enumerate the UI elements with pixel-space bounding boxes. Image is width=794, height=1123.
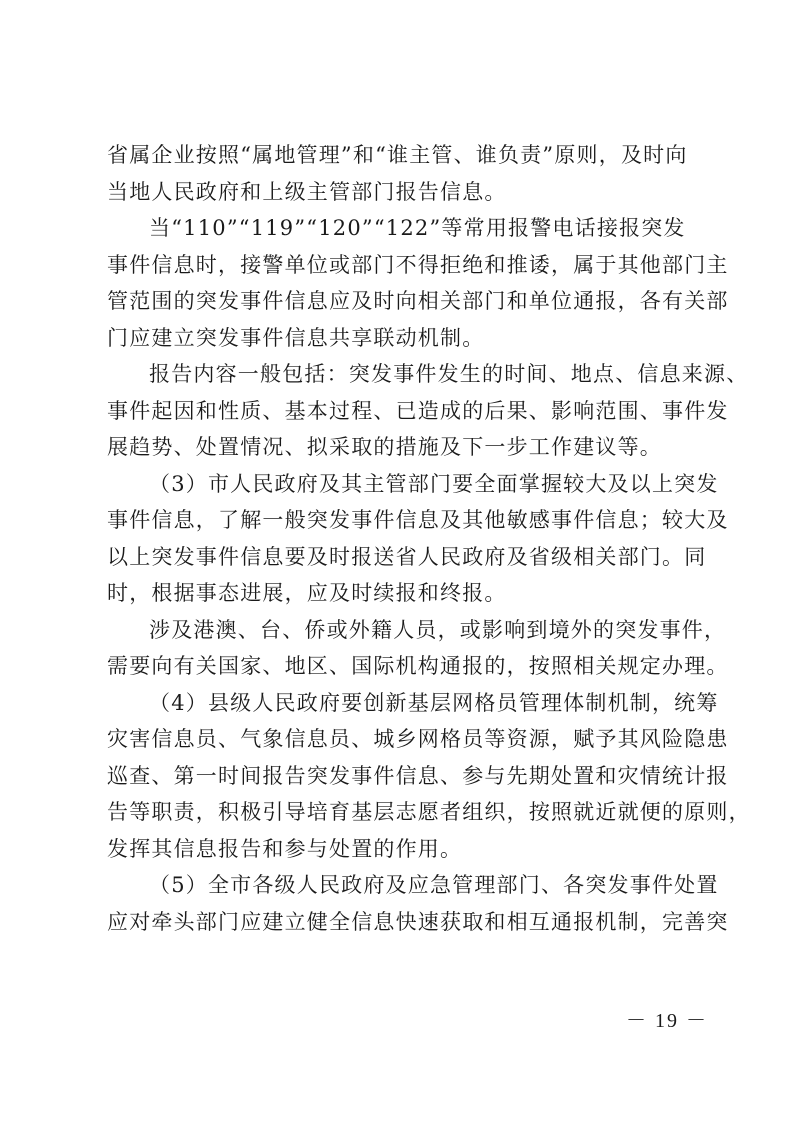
text-line: 门应建立突发事件信息共享联动机制。 [107,325,485,350]
page-number: － 19 － [626,1010,708,1032]
text-line: 涉及港澳、台、侨或外籍人员，或影响到境外的突发事件， [149,617,727,642]
document-body [107,137,751,940]
text-line: 灾害信息员、气象信息员、城乡网格员等资源，赋予其风险隐患 [107,727,729,751]
text-line: 当“110”“119”“120”“122”等常用报警电话接报突发 [149,216,686,240]
text-line: 事件起因和性质、基本过程、已造成的后果、影响范围、事件发 [107,398,729,423]
text-line: 管范围的突发事件信息应及时向相关部门和单位通报，各有关部 [107,289,729,313]
text-line: 以上突发事件信息要及时报送省人民政府及省级相关部门。同 [107,544,707,569]
text-line: 当地人民政府和上级主管部门报告信息。 [107,179,507,204]
text-line: 报告内容一般包括：突发事件发生的时间、地点、信息来源、 [149,362,749,386]
text-line: 告等职责，积极引导培育基层志愿者组织，按照就近就便的原则， [107,800,751,824]
text-line: （5）全市各级人民政府及应急管理部门、各突发事件处置 [149,873,719,897]
text-line: （4）县级人民政府要创新基层网格员管理体制机制，统筹 [149,690,719,715]
text-line: 发挥其信息报告和参与处置的作用。 [107,836,463,861]
text-line: 应对牵头部门应建立健全信息快速获取和相互通报机制，完善突 [107,909,729,934]
text-line: 巡查、第一时间报告突发事件信息、参与先期处置和灾情统计报 [107,763,729,788]
text-line: 需要向有关国家、地区、国际机构通报的，按照相关规定办理。 [107,654,729,678]
text-line: 事件信息，了解一般突发事件信息及其他敏感事件信息；较大及 [107,508,729,532]
text-line: 展趋势、处置情况、拟采取的措施及下一步工作建议等。 [107,435,662,459]
text-line: 事件信息时，接警单位或部门不得拒绝和推诿，属于其他部门主 [107,252,729,277]
text-line: 时，根据事态进展，应及时续报和终报。 [107,581,507,605]
text-line: （3）市人民政府及其主管部门要全面掌握较大及以上突发 [149,471,719,496]
text-line: 省属企业按照“属地管理”和“谁主管、谁负责”原则，及时向 [107,143,688,167]
